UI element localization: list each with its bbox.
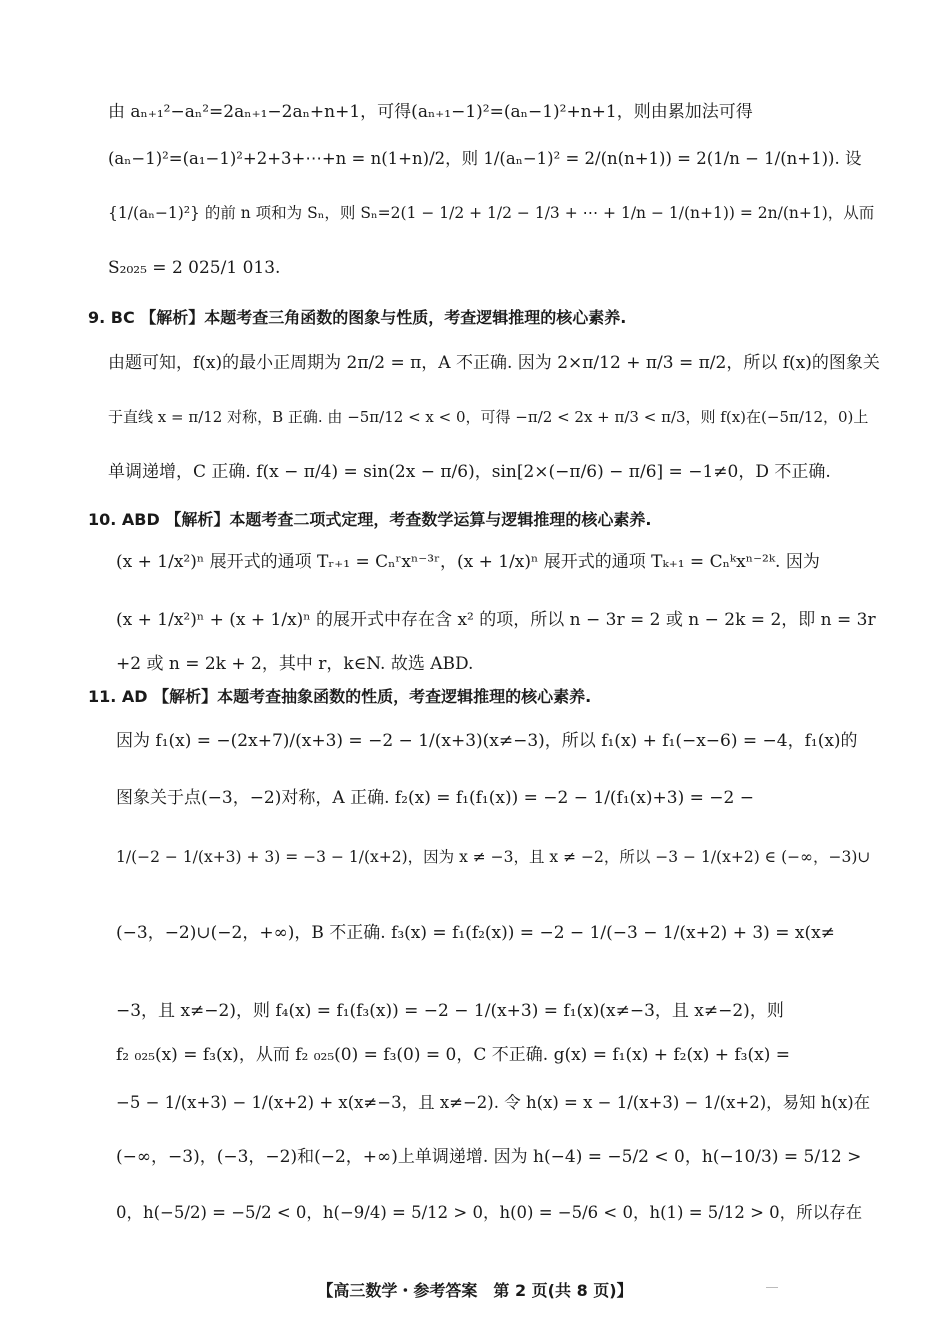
solution-line: (x + 1/x²)ⁿ + (x + 1/x)ⁿ 的展开式中存在含 x² 的项，所以 n − 3r = 2 或 n − 2k = 2，即 n = 3r	[116, 610, 876, 630]
decorative-mark	[766, 1287, 778, 1288]
solution-line: (aₙ−1)²=(a₁−1)²+2+3+⋯+n = n(1+n)/2，则 1/(aₙ−1)² = 2/(n(n+1)) = 2(1/n − 1/(n+1)). 设	[108, 149, 862, 168]
solution-line: 由题可知，f(x)的最小正周期为 2π/2 = π，A 不正确. 因为 2×π/12 + π/3 = π/2，所以 f(x)的图象关	[108, 353, 880, 373]
solution-line: (−∞，−3)，(−3，−2)和(−2，+∞)上单调递增. 因为 h(−4) = −5/2 < 0，h(−10/3) = 5/12 >	[116, 1147, 862, 1167]
solution-line: 因为 f₁(x) = −(2x+7)/(x+3) = −2 − 1/(x+3)(x≠−3)，所以 f₁(x) + f₁(−x−6) = −4，f₁(x)的	[116, 731, 858, 751]
solution-line: (x + 1/x²)ⁿ 展开式的通项 Tᵣ₊₁ = Cₙʳxⁿ⁻³ʳ，(x + 1/x)ⁿ 展开式的通项 Tₖ₊₁ = Cₙᵏxⁿ⁻²ᵏ. 因为	[116, 552, 820, 572]
solution-line: (−3，−2)∪(−2，+∞)，B 不正确. f₃(x) = f₁(f₂(x)) = −2 − 1/(−3 − 1/(x+2) + 3) = x(x≠	[116, 923, 835, 943]
solution-line: 于直线 x = π/12 对称，B 正确. 由 −5π/12 < x < 0，可得 −π/2 < 2x + π/3 < π/3，则 f(x)在(−5π/12，0)上	[108, 408, 869, 426]
question-header: 10. ABD 【解析】本题考查二项式定理，考查数学运算与逻辑推理的核心素养.	[88, 510, 652, 529]
question-header: 9. BC 【解析】本题考查三角函数的图象与性质，考查逻辑推理的核心素养.	[88, 308, 627, 327]
question-header: 11. AD 【解析】本题考查抽象函数的性质，考查逻辑推理的核心素养.	[88, 687, 592, 706]
solution-line: −5 − 1/(x+3) − 1/(x+2) + x(x≠−3，且 x≠−2). 令 h(x) = x − 1/(x+3) − 1/(x+2)，易知 h(x)在	[116, 1093, 871, 1112]
solution-line: 1/(−2 − 1/(x+3) + 3) = −3 − 1/(x+2)，因为 x ≠ −3，且 x ≠ −2，所以 −3 − 1/(x+2) ∈ (−∞，−3)∪	[116, 848, 871, 866]
solution-line: 由 aₙ₊₁²−aₙ²=2aₙ₊₁−2aₙ+n+1，可得(aₙ₊₁−1)²=(aₙ−1)²+n+1，则由累加法可得	[108, 102, 753, 122]
solution-line: 0，h(−5/2) = −5/2 < 0，h(−9/4) = 5/12 > 0，h(0) = −5/6 < 0，h(1) = 5/12 > 0，所以存在	[116, 1203, 863, 1222]
page-footer: 【高三数学・参考答案 第 2 页(共 8 页)】	[317, 1281, 633, 1300]
solution-line: −3，且 x≠−2)，则 f₄(x) = f₁(f₃(x)) = −2 − 1/(x+3) = f₁(x)(x≠−3，且 x≠−2)，则	[116, 1001, 784, 1021]
solution-line: S₂₀₂₅ = 2 025/1 013.	[108, 258, 281, 278]
solution-line: {1/(aₙ−1)²} 的前 n 项和为 Sₙ，则 Sₙ=2(1 − 1/2 + 1/2 − 1/3 + ⋯ + 1/n − 1/(n+1)) = 2n/(n+1)，从而	[108, 204, 875, 222]
solution-line: f₂ ₀₂₅(x) = f₃(x)，从而 f₂ ₀₂₅(0) = f₃(0) = 0，C 不正确. g(x) = f₁(x) + f₂(x) + f₃(x) =	[116, 1045, 790, 1065]
solution-line: 图象关于点(−3，−2)对称，A 正确. f₂(x) = f₁(f₁(x)) = −2 − 1/(f₁(x)+3) = −2 −	[116, 788, 754, 808]
solution-line: +2 或 n = 2k + 2，其中 r，k∈N. 故选 ABD.	[116, 654, 474, 674]
solution-line: 单调递增，C 正确. f(x − π/4) = sin(2x − π/6)，sin[2×(−π/6) − π/6] = −1≠0，D 不正确.	[108, 462, 831, 482]
